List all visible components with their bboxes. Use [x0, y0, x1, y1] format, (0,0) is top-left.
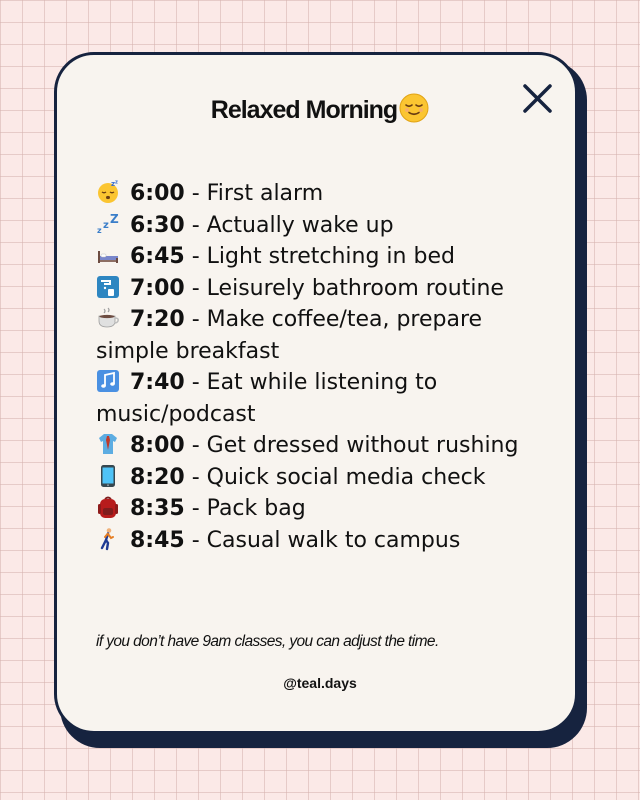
- svg-text:z: z: [111, 180, 116, 188]
- item-activity: Casual walk to campus: [206, 527, 461, 553]
- list-item: [96, 241, 536, 273]
- page-title-row: [0, 93, 640, 130]
- item-separator: -: [184, 212, 207, 238]
- list-item: [96, 210, 536, 242]
- item-separator: -: [184, 496, 207, 521]
- item-time: 7:40: [130, 370, 185, 395]
- music-notes-icon: [96, 369, 120, 393]
- list-item: [96, 273, 536, 305]
- schedule-list: [96, 178, 536, 556]
- item-time: 6:30: [130, 212, 185, 238]
- item-time: 8:20: [130, 464, 185, 490]
- bed-icon: [96, 243, 120, 267]
- list-item: [96, 178, 536, 210]
- item-time: 6:00: [130, 181, 185, 206]
- item-activity: Eat while listening to music/podcast: [96, 370, 438, 427]
- item-time: 7:00: [130, 275, 185, 301]
- item-separator: -: [184, 433, 207, 458]
- item-time: 6:45: [130, 244, 185, 269]
- item-separator: -: [184, 464, 207, 490]
- item-time: 8:45: [130, 527, 185, 553]
- list-item: [96, 462, 536, 494]
- svg-text:z: z: [97, 225, 102, 235]
- potable-water-icon: [96, 275, 120, 299]
- item-time: 7:20: [130, 307, 185, 332]
- item-separator: -: [184, 307, 207, 332]
- item-activity: Light stretching in bed: [206, 244, 455, 269]
- item-activity: Leisurely bathroom routine: [206, 275, 504, 301]
- author-handle: @teal.days: [283, 675, 357, 691]
- zzz-icon: [96, 212, 120, 236]
- item-time: 8:35: [130, 496, 185, 521]
- item-activity: Make coffee/tea, prepare simple breakfast: [96, 307, 483, 364]
- svg-text:Z: Z: [110, 211, 119, 226]
- list-item: [96, 525, 536, 557]
- person-walking-icon: [96, 527, 120, 551]
- item-separator: -: [184, 244, 207, 269]
- backpack-icon: [96, 495, 120, 519]
- item-activity: Get dressed without rushing: [206, 433, 519, 458]
- list-item: [96, 367, 536, 430]
- mobile-phone-icon: [96, 464, 120, 488]
- sleeping-face-icon: [96, 180, 120, 204]
- relieved-face-icon: [399, 93, 429, 130]
- item-activity: Quick social media check: [206, 464, 486, 490]
- svg-text:z: z: [103, 219, 109, 231]
- item-separator: -: [184, 527, 207, 553]
- item-separator: -: [184, 370, 207, 395]
- item-activity: First alarm: [206, 181, 324, 206]
- item-activity: Pack bag: [206, 496, 306, 521]
- page-title: Relaxed Morning: [210, 96, 398, 124]
- svg-text:z: z: [115, 180, 118, 186]
- item-separator: -: [184, 275, 207, 301]
- hot-beverage-icon: [96, 306, 120, 330]
- item-separator: -: [184, 181, 207, 206]
- shirt-tie-icon: [96, 432, 120, 456]
- list-item: [96, 430, 536, 462]
- item-time: 8:00: [130, 433, 185, 458]
- item-activity: Actually wake up: [206, 212, 394, 238]
- list-item: [96, 493, 536, 525]
- list-item: [96, 304, 536, 367]
- footnote: if you don’t have 9am classes, you can adjust the time.: [96, 633, 439, 650]
